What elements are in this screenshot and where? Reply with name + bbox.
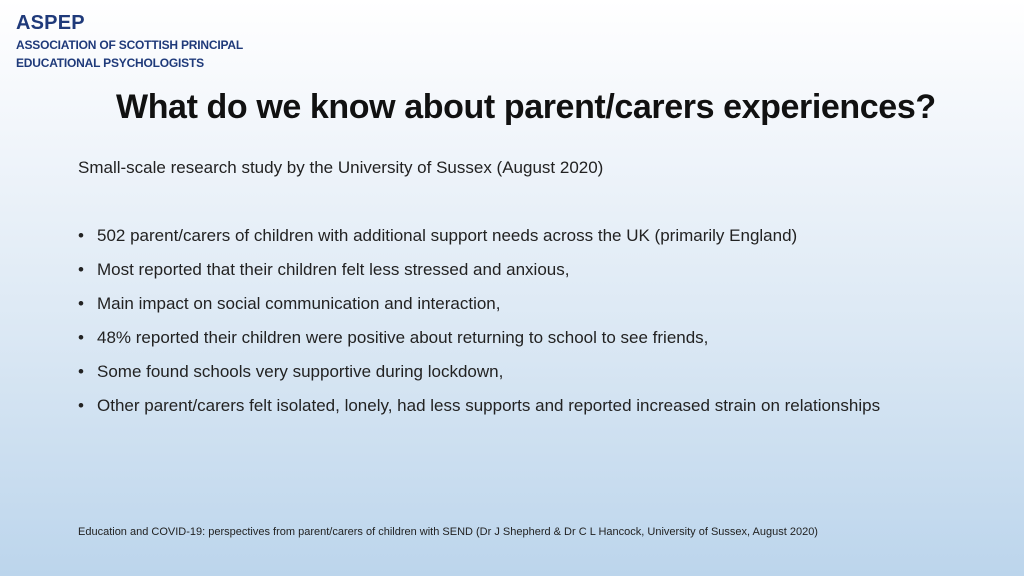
aspep-logo — [16, 10, 243, 72]
bullet-list — [78, 224, 928, 428]
intro-text: Small-scale research study by the University of Sussex (August 2020) — [78, 158, 604, 177]
slide-title: What do we know about parent/carers experiences? — [116, 88, 936, 126]
bullet-item — [78, 258, 928, 281]
bullet-icon: • — [78, 328, 84, 347]
bullet-text: Other parent/carers felt isolated, lonely, had less supports and reported increased strain on relationships — [97, 396, 881, 415]
bullet-text: 502 parent/carers of children with additional support needs across the UK (primarily England) — [97, 226, 798, 245]
bullet-icon: • — [78, 260, 84, 279]
bullet-item — [78, 360, 928, 383]
logo-subtitle-line2: EDUCATIONAL PSYCHOLOGISTS — [16, 56, 204, 70]
bullet-icon: • — [78, 396, 84, 415]
bullet-text: 48% reported their children were positive about returning to school to see friends, — [97, 328, 709, 347]
logo-title: ASPEP — [16, 12, 85, 34]
bullet-icon: • — [78, 226, 84, 245]
bullet-item — [78, 292, 928, 315]
bullet-item — [78, 326, 928, 349]
bullet-text: Some found schools very supportive during lockdown, — [97, 362, 504, 381]
bullet-text: Most reported that their children felt less stressed and anxious, — [97, 260, 570, 279]
bullet-item — [78, 394, 928, 417]
bullet-icon: • — [78, 362, 84, 381]
bullet-item — [78, 224, 928, 247]
citation-footer: Education and COVID-19: perspectives from parent/carers of children with SEND (Dr J Shepherd & Dr C L Hancock, University of Sussex, August 2020) — [78, 526, 818, 538]
bullet-icon: • — [78, 294, 84, 313]
bullet-text: Main impact on social communication and interaction, — [97, 294, 501, 313]
logo-subtitle-line1: ASSOCIATION OF SCOTTISH PRINCIPAL — [16, 38, 243, 52]
